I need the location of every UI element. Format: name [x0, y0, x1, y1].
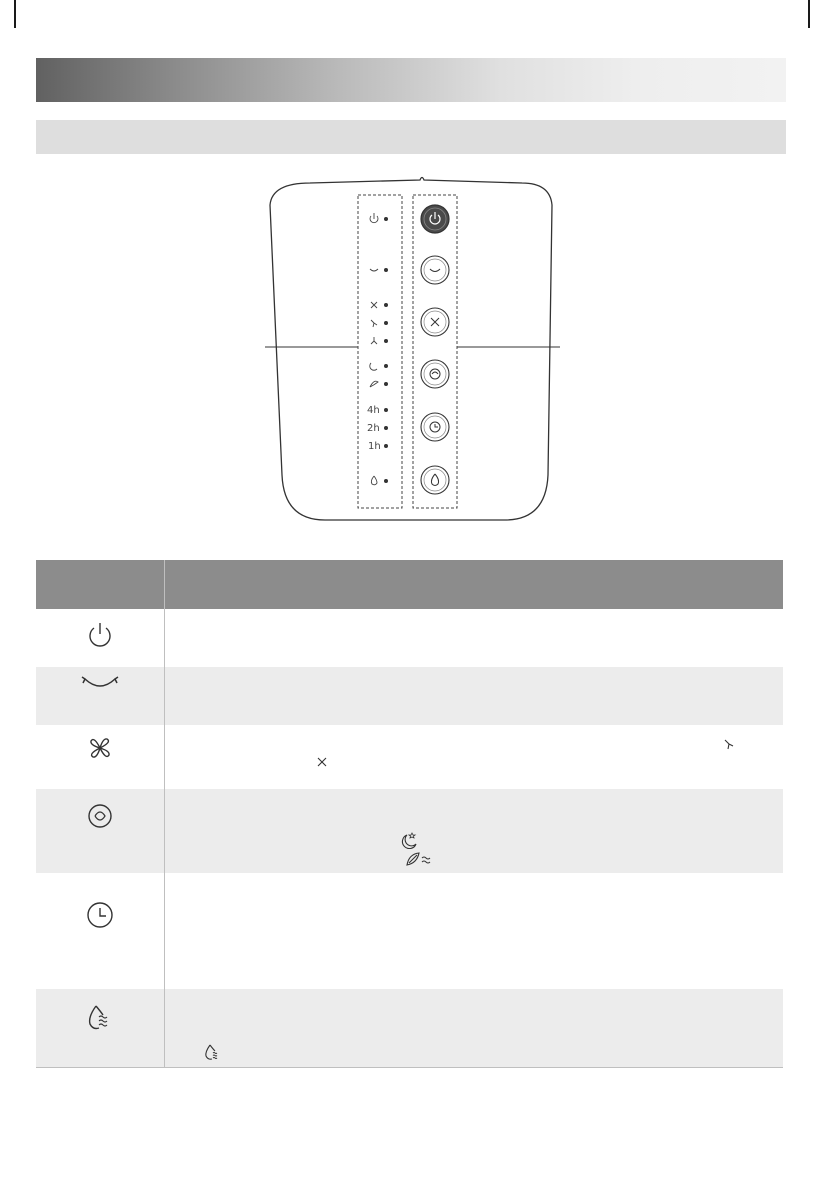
- control-panel-diagram: [250, 175, 580, 535]
- table-row: [36, 789, 783, 873]
- power-icon: [36, 609, 165, 667]
- table-header: [36, 560, 783, 609]
- section-header-bar: [36, 58, 786, 102]
- timer-4h-label: 4h: [367, 405, 380, 416]
- table-row-desc: [165, 789, 784, 873]
- table-header-description: [165, 560, 784, 609]
- swing-icon: [36, 667, 165, 725]
- table-row-desc: [165, 725, 784, 789]
- fan-speed-icon: [36, 725, 165, 789]
- humidify-inline-icon: [203, 1043, 223, 1063]
- table-row: [36, 725, 783, 789]
- table-row: [36, 873, 783, 989]
- humidify-icon: [36, 989, 165, 1067]
- subsection-header-bar: [36, 120, 786, 154]
- natural-wind-icon: [405, 851, 433, 867]
- fan-high-icon: [315, 755, 329, 769]
- table-row: [36, 609, 783, 667]
- crop-mark-left: [14, 0, 16, 28]
- timer-1h-label: 1h: [368, 441, 381, 452]
- function-table: [36, 560, 783, 1068]
- timer-2h-label: 2h: [367, 423, 380, 434]
- table-row-desc: [165, 609, 784, 667]
- crop-mark-right: [808, 0, 810, 28]
- mode-icon: [36, 789, 165, 873]
- sleep-mode-icon: [401, 831, 419, 849]
- table-row-desc: [165, 667, 784, 725]
- timer-icon: [36, 873, 165, 989]
- table-row: [36, 667, 783, 725]
- fan-mid-icon: [722, 737, 736, 751]
- table-row-desc: [165, 873, 784, 989]
- table-row-desc: [165, 989, 784, 1067]
- table-header-icon: [36, 560, 165, 609]
- table-row: [36, 989, 783, 1067]
